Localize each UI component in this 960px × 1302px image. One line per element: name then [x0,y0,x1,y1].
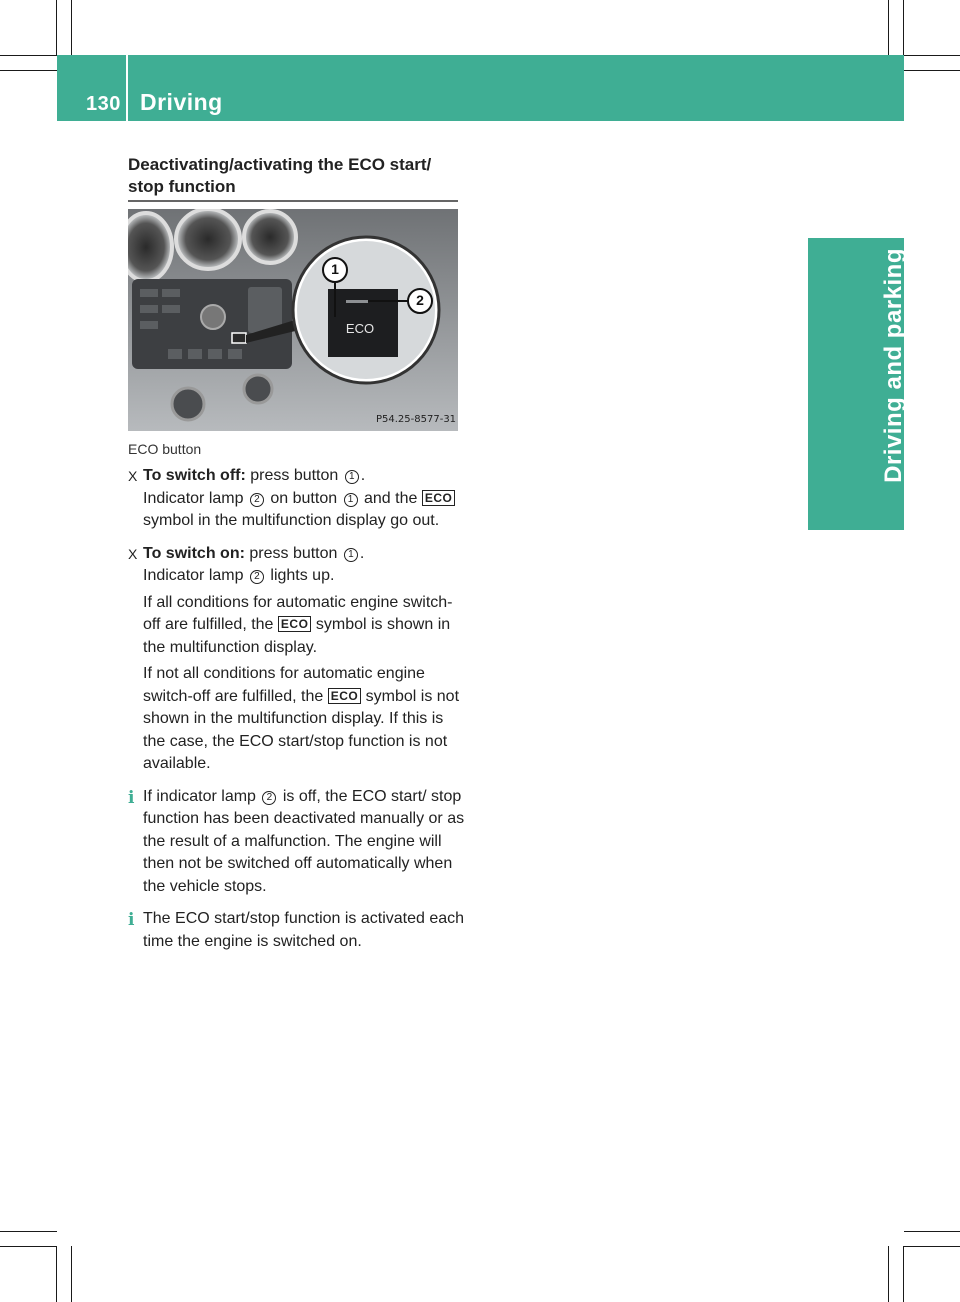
step-detail [143,488,468,533]
image-code: P54.25-8577-31 [376,414,457,425]
figure-caption: ECO button [128,441,202,457]
eco-button-figure [128,209,458,431]
instructions [128,465,468,963]
note-text-part: is off, the ECO start/ stop function has been deactivated manually or as the result of a malfunction. The engine will then not be switched off automatically when the vehicle stops. [143,787,465,895]
eco-button-label: ECO [345,321,375,336]
step-text: press button [245,467,343,484]
header-divider [126,55,128,121]
step-text: . [359,544,365,562]
step-switch-off [128,465,468,533]
callout-2-marker: 2 [416,292,424,308]
step-arrow-icon: X [128,468,138,484]
title-rule [128,200,458,202]
callout-2-icon: 2 [250,493,264,507]
step-text: If all conditions for automatic engine switch-off are fulfilled, the [143,593,453,633]
callout-2-icon: 2 [262,791,276,805]
crop-mark [904,70,960,71]
step-heading [143,543,468,566]
step-label: To switch off: [143,467,246,484]
crop-mark [888,0,889,55]
step-switch-on [128,543,468,776]
crop-mark [0,55,57,56]
section-title: Deactivating/activating the ECO start/ stop function [128,155,432,196]
crop-mark [904,1231,960,1232]
info-icon: i [128,787,135,808]
page-number: 130 [86,93,121,115]
crop-mark [56,1246,57,1302]
crop-mark [0,1246,57,1247]
crop-mark [888,1246,889,1302]
info-note [128,908,468,953]
step-text: on button [265,489,342,507]
step-text: symbol is shown in the multifunction display. [143,616,451,656]
step-text: and the [359,489,422,507]
step-text: symbol is not shown in the multifunction display. If this is the case, the ECO start/stop function is not available. [143,687,460,772]
step-text: If not all conditions for automatic engine switch-off are fulfilled, the [143,665,425,705]
step-text: lights up. [265,567,335,584]
chapter-title: Driving [140,89,223,115]
callout-1-icon: 1 [344,548,358,562]
crop-mark [71,1246,72,1302]
step-text: symbol in the multifunction display go out. [143,512,440,529]
eco-symbol-icon: ECO [328,688,362,704]
eco-symbol-icon: ECO [278,616,312,632]
info-icon: i [128,910,135,930]
crop-mark [904,55,960,56]
crop-mark [904,1246,960,1247]
eco-symbol-icon: ECO [422,490,456,506]
callout-1-icon: 1 [345,470,359,484]
step-detail [143,592,468,660]
callout-2-icon: 2 [250,570,264,584]
step-label: To switch on: [143,544,245,562]
crop-mark [903,0,904,55]
crop-mark [0,70,57,71]
chapter-side-label: Driving and parking [880,248,907,483]
info-note [128,786,468,899]
step-text: Indicator lamp [143,489,248,507]
dashboard-illustration [128,209,458,431]
crop-mark [71,0,72,55]
step-detail [143,565,468,588]
step-arrow-icon: X [128,545,138,562]
step-detail [143,663,468,776]
crop-mark [56,0,57,55]
note-text [143,786,468,899]
note-text-part: If indicator lamp [143,787,261,805]
callout-1-icon: 1 [344,493,358,507]
step-heading [143,465,468,488]
note-text: The ECO start/stop function is activated each time the engine is switched on. [143,910,465,950]
crop-mark [903,1246,904,1302]
crop-mark [0,1231,57,1232]
callout-1-marker: 1 [331,261,339,277]
step-text: press button [244,544,342,562]
step-text: Indicator lamp [143,567,248,584]
step-text: . [360,467,366,484]
